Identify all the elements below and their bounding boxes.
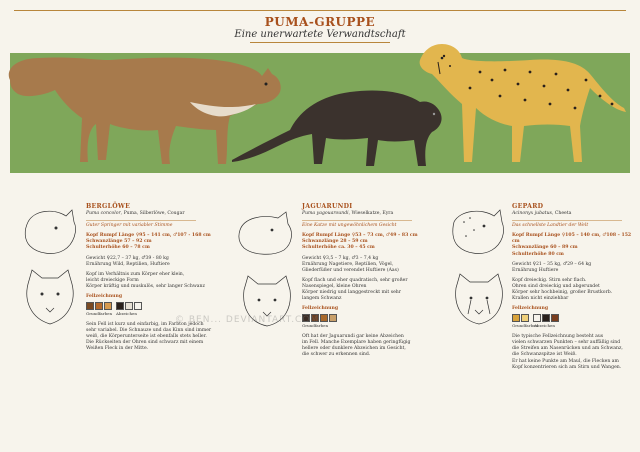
description-line: Die Rückseiten der Ohren sind schwarz mit einem bbox=[86, 340, 204, 346]
body-info bbox=[86, 272, 226, 290]
body-line: Krallen nicht einziehbar bbox=[512, 295, 569, 301]
palette-label: Grundfarben bbox=[302, 323, 329, 328]
description-line: die schwer zu erkennen sind. bbox=[302, 352, 371, 358]
species-tagline: Das schnellste Landtier der Welt bbox=[512, 223, 589, 229]
diet-info bbox=[302, 256, 442, 274]
color-swatch bbox=[104, 302, 112, 310]
size-line: Kopf Rumpf Länge ♀95 – 141 cm, ♂107 - 168 cm bbox=[86, 233, 211, 239]
body-line: Kopf dreieckig. Stirn sehr flach. bbox=[512, 277, 587, 283]
page-title: PUMA-GRUPPE bbox=[264, 15, 376, 29]
size-line: Schwanzlänge 57 – 92 cm bbox=[86, 239, 152, 245]
color-swatch bbox=[125, 302, 133, 310]
body-line: langem Schwanz bbox=[302, 295, 342, 301]
description-line: Kopf konzentrieren sich am Stirn und Wangen. bbox=[512, 364, 622, 370]
species-common-names: , Cheeta bbox=[551, 211, 572, 217]
cheetah-head-drawings bbox=[444, 200, 514, 350]
species-tagline: Guter Springer mit variabler Stimme bbox=[86, 223, 173, 229]
species-column-jaguarundi bbox=[302, 203, 442, 363]
description-line: sehr variabel. Die Schnauze und das Kinn sind immer bbox=[86, 328, 212, 334]
species-scientific-name: Puma yagouaroundi bbox=[302, 211, 349, 217]
species-tagline: Eine Katze mit ungewöhnlichem Gesicht bbox=[302, 223, 397, 229]
puma-head-drawings bbox=[14, 200, 86, 350]
body-line: Körper niedrig und langgestreckt mit sehr bbox=[302, 289, 401, 295]
size-line: Kopf Rumpf Länge ♀105 – 140 cm, ♂108 – 152 cm bbox=[512, 233, 632, 245]
species-scientific-name: Acinonyx jubatus bbox=[512, 211, 552, 217]
color-swatch bbox=[320, 314, 328, 322]
color-swatch bbox=[533, 314, 541, 322]
palette-label: Grundfarben bbox=[86, 310, 113, 316]
divider bbox=[86, 220, 196, 221]
fur-label: Fellzeichnung bbox=[512, 305, 549, 311]
color-palette bbox=[86, 302, 226, 310]
body-line: Nasenspiegel, kleine Ohren bbox=[302, 283, 367, 289]
species-title: GEPARD bbox=[512, 203, 544, 210]
animal-illustrations bbox=[0, 0, 640, 200]
cheetah-illustration bbox=[420, 44, 626, 162]
color-swatch bbox=[95, 302, 103, 310]
color-swatch bbox=[542, 314, 550, 322]
diet-line: Ernährung Huftiere bbox=[512, 267, 559, 273]
body-line: Körper sehr hochbeinig, großer Brustkorb. bbox=[512, 289, 613, 295]
size-line: Schulterhöhe ca. 30 – 45 cm bbox=[302, 245, 375, 251]
size-line: Schwanzlänge 28 – 59 cm bbox=[302, 239, 368, 245]
watermark: © BEN... DEVIANTART.COM bbox=[175, 315, 320, 325]
species-common-names: , Puma, Silberlöwe, Cougar bbox=[120, 211, 185, 217]
body-line: leicht dreieckige Form bbox=[86, 277, 139, 283]
size-info bbox=[512, 233, 636, 257]
description-line: Weißen Fleck in der Mitte. bbox=[86, 346, 149, 352]
description-line: Die typische Fellzeichnung besteht aus bbox=[512, 334, 604, 340]
species-column-gepard bbox=[512, 203, 636, 375]
puma-illustration bbox=[9, 57, 281, 164]
description-line: weiß, die Körperunterseite ist ebenfalls stets heller. bbox=[86, 334, 207, 340]
size-line: Schwanzlänge 60 – 89 cm bbox=[512, 245, 578, 251]
diet-info bbox=[86, 256, 226, 268]
palette-label: Abzeichen bbox=[534, 323, 555, 328]
species-title: BERGLÖWE bbox=[86, 203, 131, 210]
fur-label: Fellzeichnung bbox=[302, 305, 339, 311]
diet-line: Gewicht ♀21 – 35 kg, ♂29 – 64 kg bbox=[512, 261, 592, 267]
description-line: Er hat keine Punkte am Maul, die Flecken am bbox=[512, 358, 619, 364]
divider bbox=[512, 220, 622, 221]
jaguarundi-head-drawings bbox=[232, 200, 302, 350]
description-line: vielen schwarzen Punkten – sehr auffällig sind bbox=[512, 340, 621, 346]
size-info bbox=[86, 233, 226, 251]
color-swatch bbox=[134, 302, 142, 310]
body-info bbox=[512, 278, 636, 302]
color-swatch bbox=[329, 314, 337, 322]
diet-line: Ernährung Wild, Reptilien, Huftiere bbox=[86, 261, 170, 267]
size-line: Kopf Rumpf Länge ♀53 – 73 cm, ♂49 – 83 cm bbox=[302, 233, 418, 239]
body-line: Kopf flach und eher quadratisch, sehr großer bbox=[302, 277, 408, 283]
species-title: JAGUARUNDI bbox=[302, 203, 353, 210]
species-column-berglowe bbox=[86, 203, 226, 356]
body-line: Körper kräftig und muskulös, sehr langer Schwanz bbox=[86, 283, 205, 289]
fur-label: Fellzeichnung bbox=[86, 293, 123, 299]
size-line: Schulterhöhe 60 – 78 cm bbox=[86, 245, 150, 251]
description-line: Sein Fell ist kurz und einfarbig, im Farbton jedoch bbox=[86, 322, 204, 328]
palette-label: Grundfarben bbox=[512, 323, 539, 328]
description-line: die Streifen am Nasenrücken und am Schwanz, bbox=[512, 346, 623, 352]
species-scientific-name: Puma concolor bbox=[86, 211, 121, 217]
color-swatch bbox=[512, 314, 520, 322]
color-swatch bbox=[116, 302, 124, 310]
diet-line: Gewicht ♀22,7 – 37 kg, ♂39 - 80 kg bbox=[86, 255, 169, 261]
divider bbox=[302, 220, 412, 221]
body-line: Ohren sind dreieckig und abgerundet bbox=[512, 283, 600, 289]
size-line: Schulterhöhe 80 cm bbox=[512, 251, 564, 257]
diet-info bbox=[512, 262, 636, 274]
palette-labels bbox=[512, 323, 636, 328]
size-info bbox=[302, 233, 442, 251]
color-swatch bbox=[521, 314, 529, 322]
species-common-names: , Wieselkatze, Eyra bbox=[348, 211, 394, 217]
palette-labels bbox=[302, 323, 442, 328]
description bbox=[302, 334, 442, 358]
description-line: im Fell. Manche Exemplare haben geringfügig bbox=[302, 340, 411, 346]
page-subtitle: Eine unerwartete Verwandtschaft bbox=[234, 29, 406, 40]
body-info bbox=[302, 278, 442, 302]
body-line: Kopf im Verhältnis zum Körper eher klein, bbox=[86, 271, 185, 277]
description bbox=[512, 334, 636, 370]
description-line: hellere oder dunklere Abzeichen im Gesicht, bbox=[302, 346, 406, 352]
description-line: Oft hat der Jaguarundi gar keine Abzeichen bbox=[302, 334, 404, 340]
diet-line: Ernährung Nagetiere, Reptilien, Vögel, bbox=[302, 261, 394, 267]
diet-line: Gewicht ♀3,5 – 7 kg, ♂3 – 7,4 kg bbox=[302, 255, 379, 261]
description bbox=[86, 322, 226, 352]
palette-label: Abzeichen bbox=[116, 310, 137, 316]
color-palette bbox=[302, 314, 442, 322]
color-swatch bbox=[86, 302, 94, 310]
color-swatch bbox=[551, 314, 559, 322]
color-palette bbox=[512, 314, 636, 322]
diet-line: Gliederfüßer und verendet Huftiere (Aas) bbox=[302, 267, 399, 273]
description-line: die Schwanzspitze ist Weiß. bbox=[512, 352, 577, 358]
